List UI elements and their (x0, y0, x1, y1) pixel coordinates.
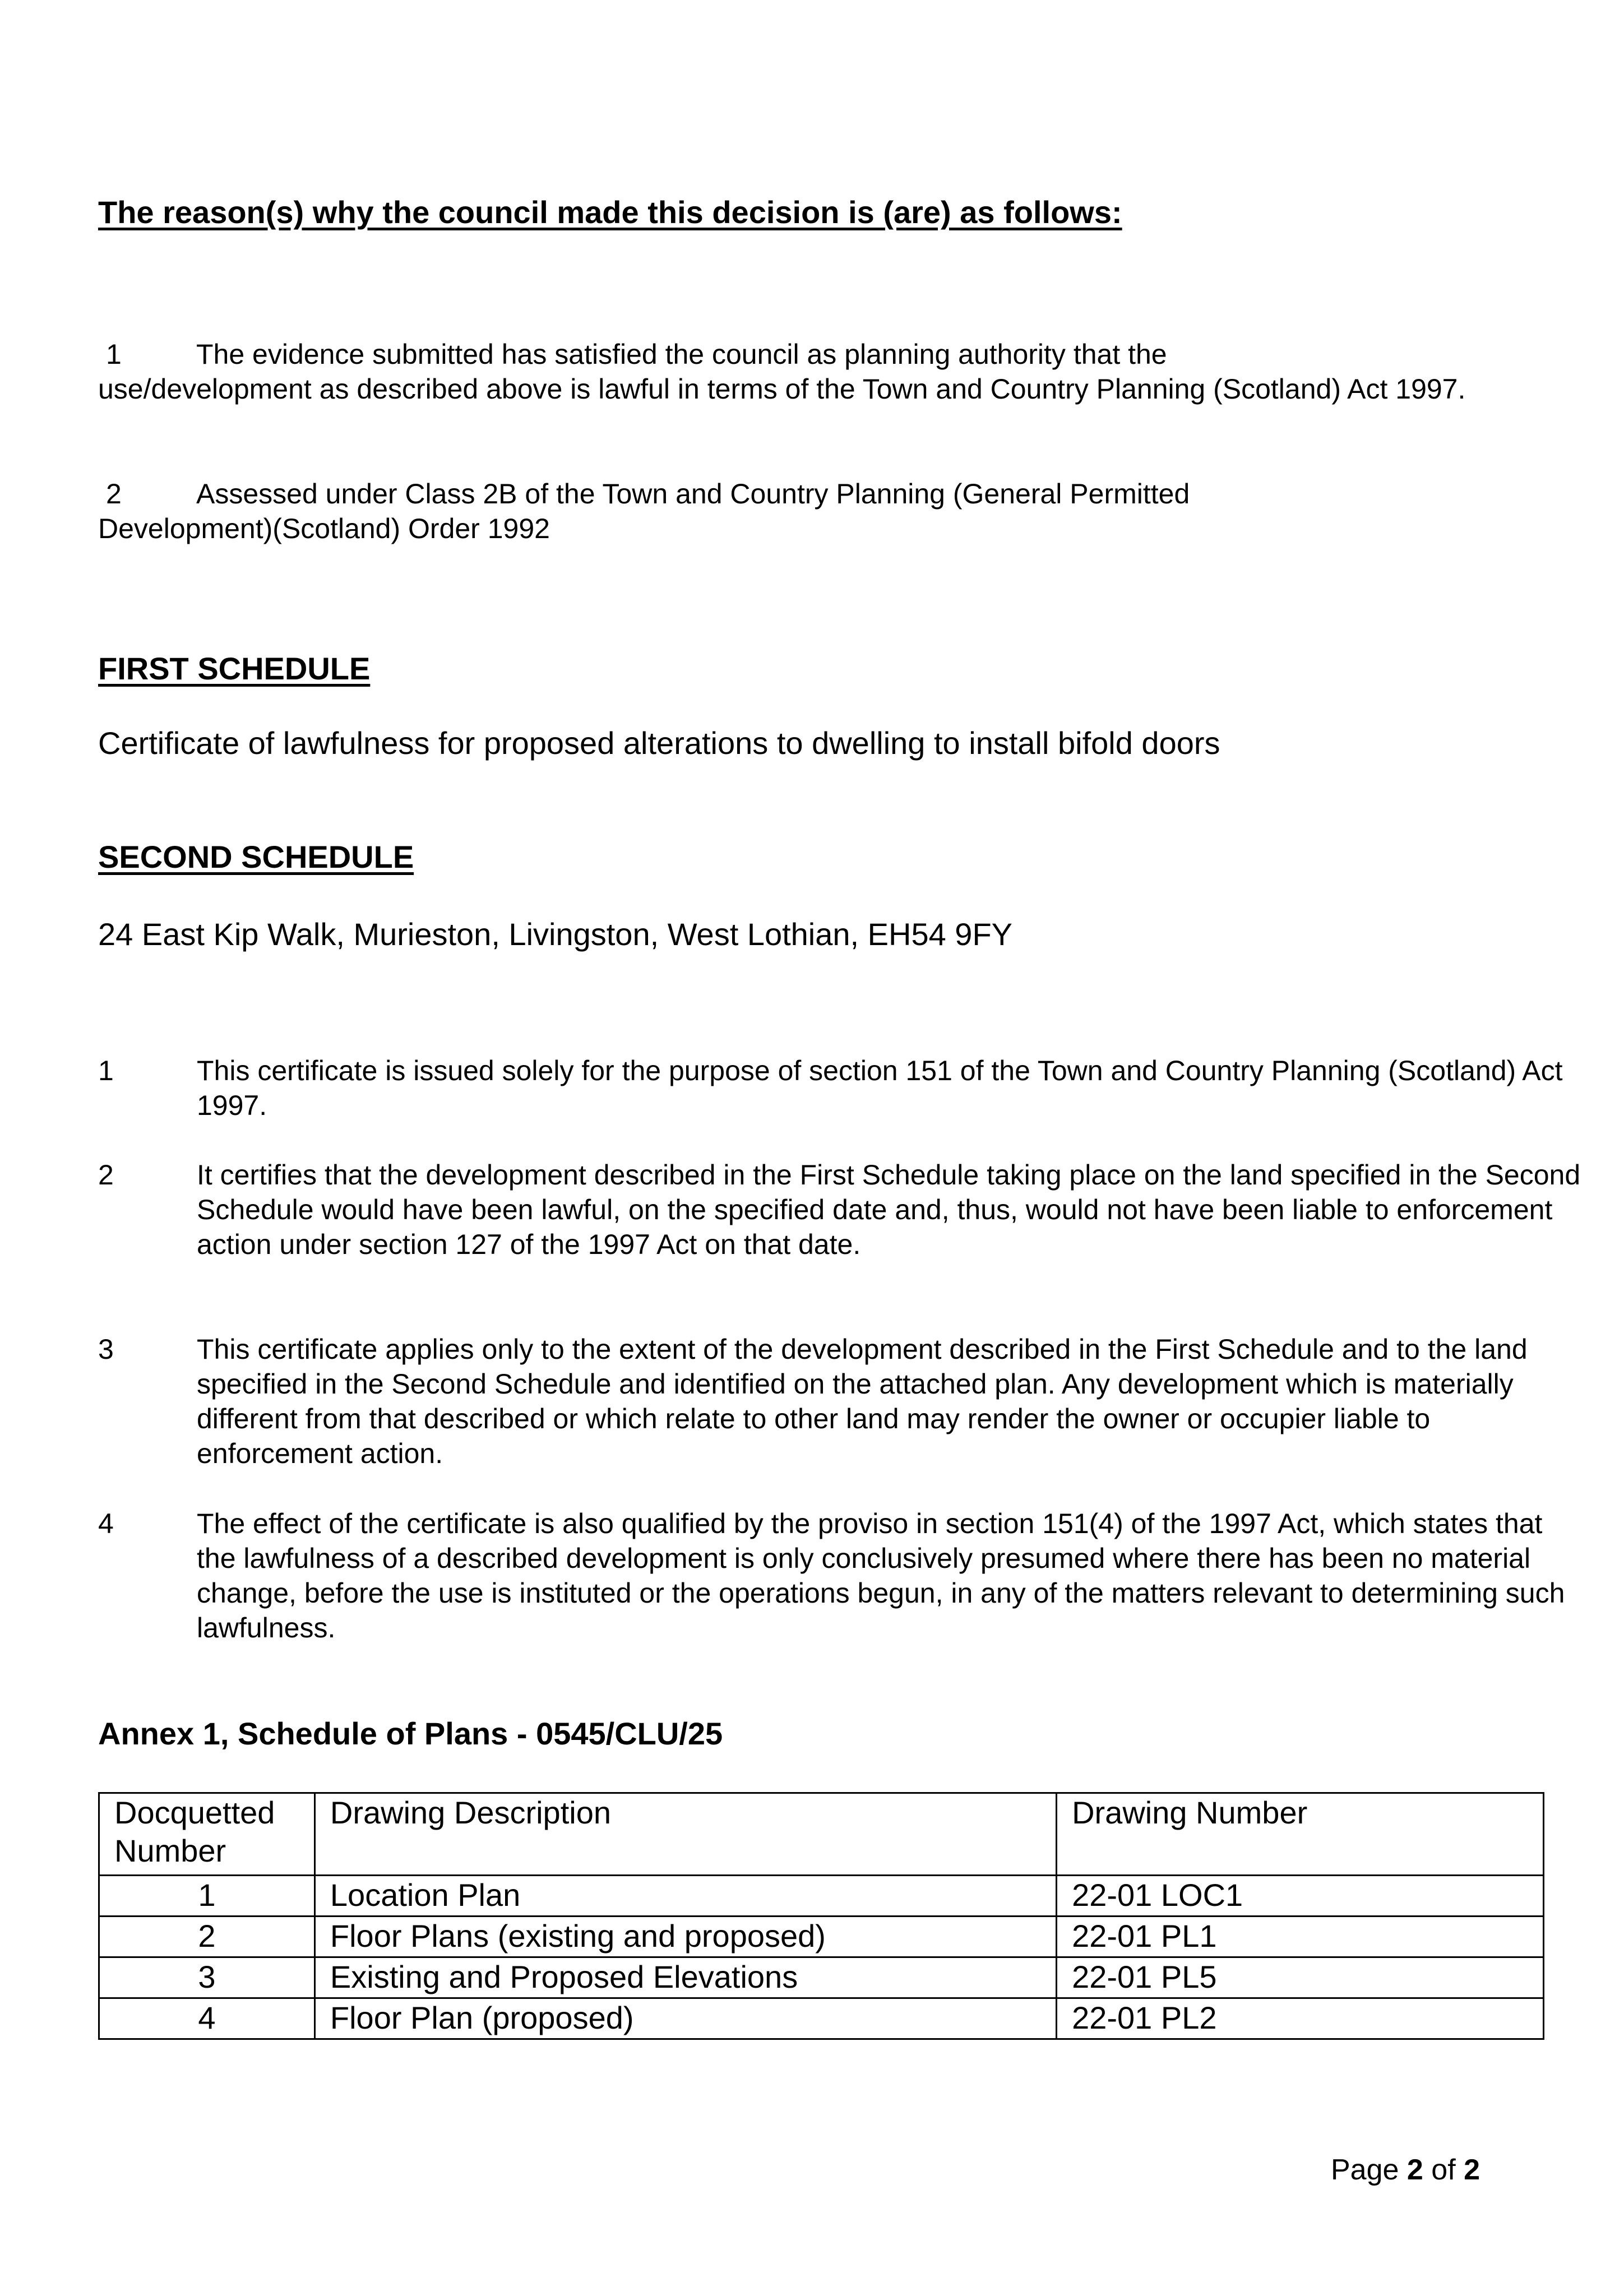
note-text: This certificate is issued solely for the purpose of section 151 of the Town and Country Planning (Scotland) Act 1997. (197, 1055, 1563, 1121)
docquetted-number-cell: 4 (99, 1998, 315, 2039)
note-text: This certificate applies only to the extent of the development described in the First Schedule and to the land specified in the Second Schedule and identified on the attached plan. Any development which is materially different from that described or which relate to other land may render the owner or occupier liable to enforcement action. (197, 1334, 1528, 1469)
reasons-heading: The reason(s) why the council made this decision is (are) as follows: (98, 195, 1122, 230)
reason-text-rest: use/development as described above is lawful in terms of the Town and Country Planning (Scotland) Act 1997. (98, 373, 1466, 405)
drawing-description-cell: Existing and Proposed Elevations (314, 1957, 1056, 1998)
drawing-description-cell: Floor Plans (existing and proposed) (314, 1917, 1056, 1957)
page-total: 2 (1464, 2154, 1480, 2186)
drawing-number-cell: 22-01 PL5 (1057, 1957, 1544, 1998)
annex-heading: Annex 1, Schedule of Plans - 0545/CLU/25 (98, 1716, 723, 1751)
reason-item-1 (98, 337, 1500, 406)
column-header-drawing-description: Drawing Description (314, 1793, 1056, 1876)
drawing-number-cell: 22-01 PL2 (1057, 1998, 1544, 2039)
note-number: 3 (98, 1334, 114, 1365)
note-number: 4 (98, 1508, 114, 1539)
page-of-label: of (1431, 2154, 1456, 2186)
note-text: It certifies that the development described in the First Schedule taking place on the land specified in the Second Schedule would have been lawful, on the specified date and, thus, would not have been liable to enforcement action under section 127 of the 1997 Act on that date. (197, 1159, 1581, 1260)
table-row (99, 1998, 1544, 2039)
page-label: Page (1331, 2154, 1399, 2186)
reason-number: 2 (106, 478, 122, 510)
page-number (1331, 2153, 1480, 2187)
column-header-docquetted-number: Docquetted Number (99, 1793, 315, 1876)
reason-text-line1: Assessed under Class 2B of the Town and Country Planning (General Permitted (196, 478, 1190, 510)
page-current: 2 (1406, 2154, 1423, 2186)
table-row (99, 1957, 1544, 1998)
drawing-description-cell: Floor Plan (proposed) (314, 1998, 1056, 2039)
reason-number: 1 (106, 339, 122, 370)
docquetted-number-cell: 1 (99, 1876, 315, 1917)
note-number: 1 (98, 1055, 114, 1086)
note-number: 2 (98, 1159, 114, 1191)
table-header-row (99, 1793, 1544, 1876)
table-row (99, 1917, 1544, 1957)
drawing-number-cell: 22-01 LOC1 (1057, 1876, 1544, 1917)
first-schedule-heading: FIRST SCHEDULE (98, 651, 371, 686)
reason-text-line1: The evidence submitted has satisfied the council as planning authority that the (196, 339, 1167, 370)
reason-text-rest: Development)(Scotland) Order 1992 (98, 513, 550, 544)
drawing-number-cell: 22-01 PL1 (1057, 1917, 1544, 1957)
table-row (99, 1876, 1544, 1917)
docquetted-number-cell: 3 (99, 1957, 315, 1998)
note-text: The effect of the certificate is also qualified by the proviso in section 151(4) of the 1997 Act, which states that the lawfulness of a described development is only conclusively presumed where there has been no material change, before the use is instituted or the operations begun, in any of the matters relevant to determining such lawfulness. (197, 1508, 1565, 1644)
second-schedule-text: 24 East Kip Walk, Murieston, Livingston, West Lothian, EH54 9FY (98, 916, 1012, 952)
second-schedule-heading: SECOND SCHEDULE (98, 839, 414, 874)
plans-table (98, 1792, 1544, 2040)
reason-item-2 (98, 476, 1500, 546)
docquetted-number-cell: 2 (99, 1917, 315, 1957)
drawing-description-cell: Location Plan (314, 1876, 1056, 1917)
first-schedule-text: Certificate of lawfulness for proposed alterations to dwelling to install bifold doors (98, 725, 1220, 761)
column-header-drawing-number: Drawing Number (1057, 1793, 1544, 1876)
